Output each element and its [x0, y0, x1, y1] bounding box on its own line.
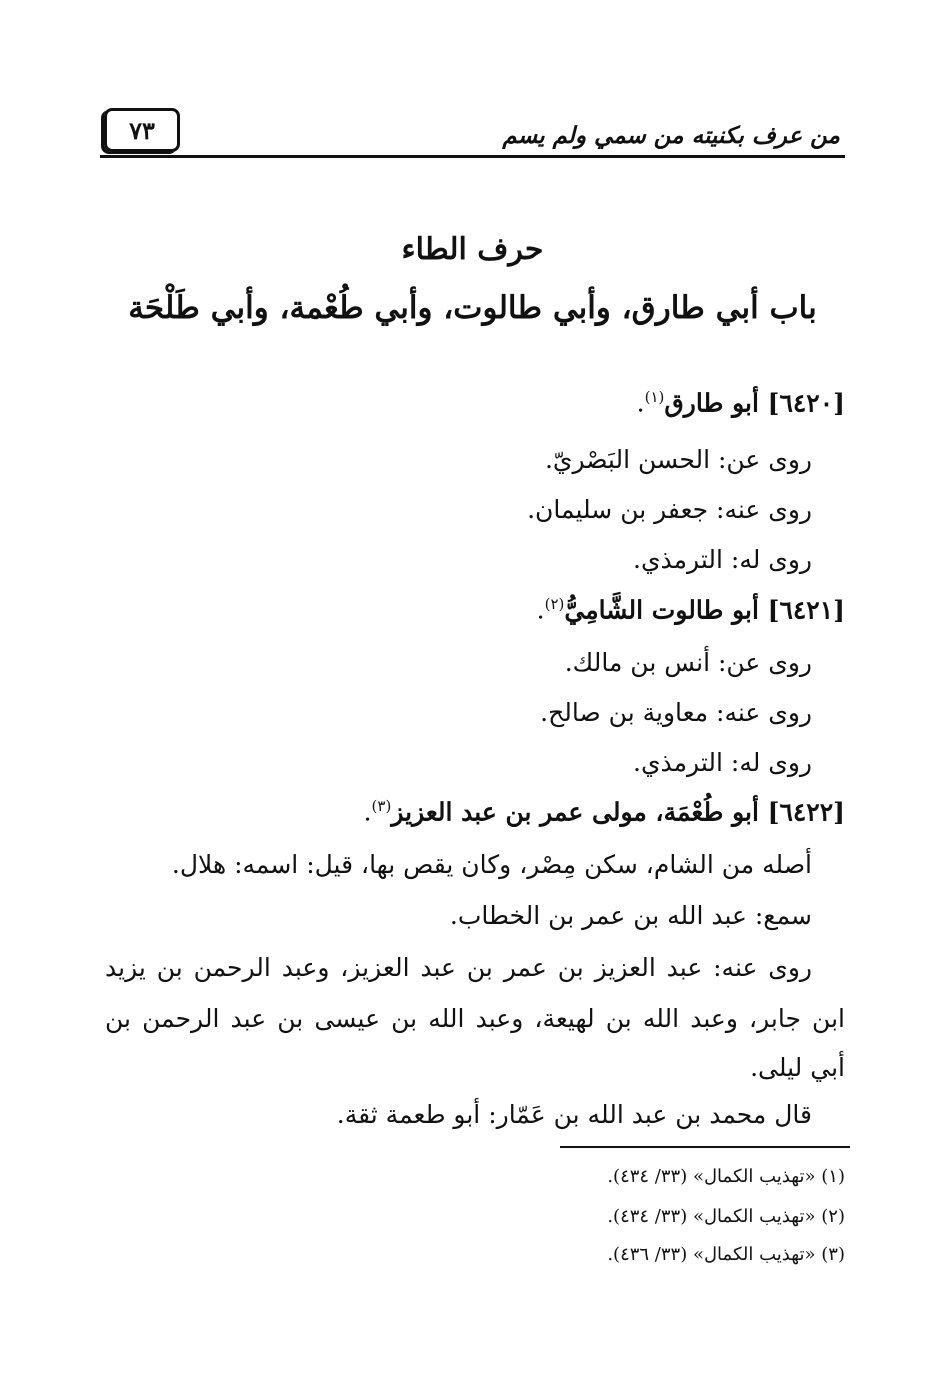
chapter-title: حرف الطاء: [401, 232, 544, 267]
entry-line: ابن جابر، وعبد الله بن لهيعة، وعبد الله بن عيسى بن عبد الرحمن بن: [105, 1004, 845, 1033]
entry-heading-text: [٦٤٢١] أبو طالوت الشَّامِيُّ: [564, 595, 845, 625]
entry-line: روى عنه: عبد العزيز بن عمر بن عبد العزيز، وعبد الرحمن بن يزيد: [105, 953, 812, 982]
footnote-ref: (٣): [371, 797, 392, 815]
footnote-ref: (١): [644, 388, 665, 406]
entry-line: روى عنه: جعفر بن سليمان.: [527, 495, 812, 524]
footnote: (١) «تهذيب الكمال» (٣٣/ ٤٣٤).: [607, 1166, 845, 1187]
entry-line: قال محمد بن عبد الله بن عَمّار: أبو طعمة ثقة.: [336, 1100, 812, 1129]
entry-line: روى عن: الحسن البَصْريّ.: [544, 445, 812, 474]
entry-heading-tail: .: [636, 388, 645, 418]
entry-line: روى له: الترمذي.: [633, 748, 812, 777]
entry-heading: [537, 595, 845, 624]
entry-heading-text: [٦٤٢٠] أبو طارق: [664, 388, 845, 418]
entry-heading-tail: .: [363, 797, 372, 827]
entry-line: أبي ليلى.: [750, 1053, 845, 1082]
entry-line: سمع: عبد الله بن عمر بن الخطاب.: [449, 901, 812, 930]
entry-line: روى عنه: معاوية بن صالح.: [540, 698, 812, 727]
entry-heading-tail: .: [536, 595, 545, 625]
entry-line: روى عن: أنس بن مالك.: [564, 648, 812, 677]
entry-line: روى له: الترمذي.: [633, 545, 812, 574]
running-header-title: من عرف بكنيته من سمي ولم يسم: [502, 122, 840, 149]
footnote: (٣) «تهذيب الكمال» (٣٣/ ٤٣٦).: [607, 1244, 845, 1265]
footnote: (٢) «تهذيب الكمال» (٣٣/ ٤٣٤).: [607, 1206, 845, 1227]
section-title: باب أبي طارق، وأبي طالوت، وأبي طُعْمة، وأبي طَلْحَة: [128, 290, 817, 326]
page-number: ٧٣: [104, 108, 180, 152]
entry-heading: [364, 797, 845, 826]
entry-heading-text: [٦٤٢٢] أبو طُعْمَة، مولى عمر بن عبد العزيز: [391, 797, 845, 827]
entry-line: أصله من الشام، سكن مِصْر، وكان يقص بها، قيل: اسمه: هلال.: [171, 850, 812, 879]
footnote-divider: [560, 1146, 850, 1148]
entry-heading: [637, 388, 845, 417]
footnote-ref: (٢): [544, 595, 565, 613]
running-header: [100, 100, 845, 160]
header-divider: [100, 155, 845, 158]
